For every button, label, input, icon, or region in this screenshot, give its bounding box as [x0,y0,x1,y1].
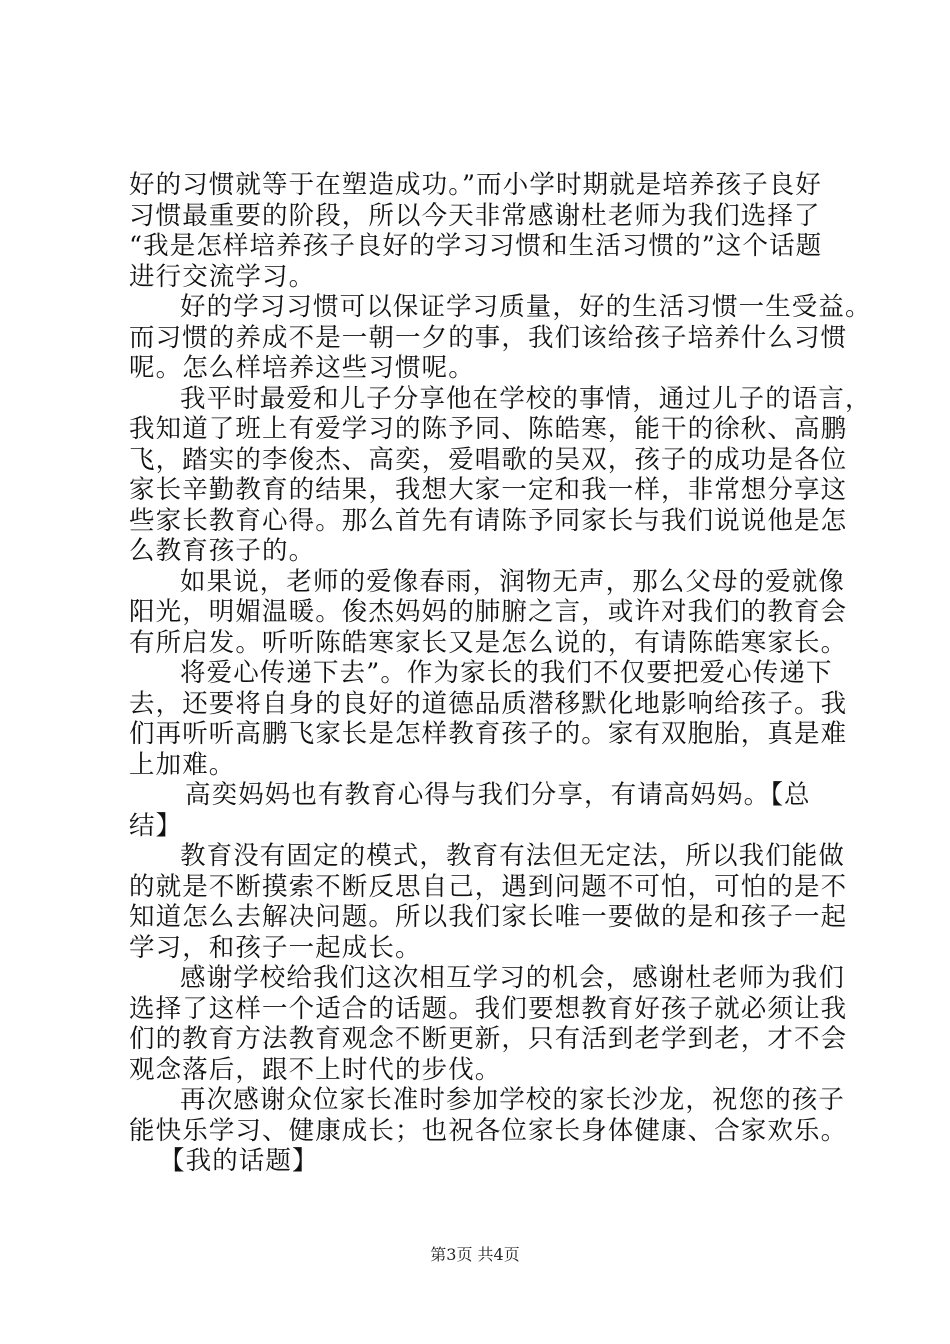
text-line: 么教育孩子的。 [129,536,316,566]
text-line: 好的习惯就等于在塑造成功。”而小学时期就是培养孩子良好 [129,170,822,200]
text-line: 们的教育方法教育观念不断更新，只有活到老学到老，才不会 [129,1024,848,1054]
text-line: 观念落后，跟不上时代的步伐。 [129,1054,502,1085]
text-line: 知道怎么去解决问题。所以我们家长唯一要做的是和孩子一起 [129,902,848,932]
text-line: 结】 [129,810,183,841]
text-line: 习惯最重要的阶段，所以今天非常感谢杜老师为我们选择了 [129,200,821,231]
text-line: 高奕妈妈也有教育心得与我们分享，有请高妈妈。【总 [185,780,811,810]
text-line: “我是怎样培养孩子良好的学习习惯和生活习惯的”这个话题 [129,231,823,261]
text-line: 教育没有固定的模式，教育有法但无定法，所以我们能做 [180,841,846,871]
text-line: 有所启发。听听陈皓寒家长又是怎么说的，有请陈皓寒家长。 [129,627,848,658]
text-line: 我知道了班上有爱学习的陈予同、陈皓寒，能干的徐秋、高鹏 [129,414,848,444]
text-line: 们再听听高鹏飞家长是怎样教育孩子的。家有双胞胎，真是难 [129,719,848,749]
text-line: 再次感谢众位家长准时参加学校的家长沙龙，祝您的孩子 [180,1085,846,1115]
text-line: 进行交流学习。 [129,261,316,292]
text-line: 呢。怎么样培养这些习惯呢。 [129,353,475,383]
page-number-footer: 第3页 共4页 [430,1245,520,1264]
text-line: 将爱心传递下去”。作为家长的我们不仅要把爱心传递下 [180,658,833,688]
text-line: 感谢学校给我们这次相互学习的机会，感谢杜老师为我们 [180,963,846,993]
text-line: 家长辛勤教育的结果，我想大家一定和我一样，非常想分享这 [129,475,848,505]
section-heading: 【我的话题】 [159,1146,319,1176]
text-line: 我平时最爱和儿子分享他在学校的事情，通过儿子的语言， [180,383,872,414]
text-line: 而习惯的养成不是一朝一夕的事，我们该给孩子培养什么习惯 [129,322,848,353]
text-line: 上加难。 [129,749,236,780]
text-line: 的就是不断摸索不断反思自己，遇到问题不可怕，可怕的是不 [129,871,848,902]
text-line: 学习，和孩子一起成长。 [129,932,422,963]
text-line: 阳光，明媚温暖。俊杰妈妈的肺腑之言，或许对我们的教育会 [129,597,848,627]
text-line: 如果说，老师的爱像春雨，润物无声，那么父母的爱就像 [180,566,846,597]
text-line: 选择了这样一个适合的话题。我们要想教育好孩子就必须让我 [129,993,848,1024]
text-line: 飞，踏实的李俊杰、高奕，爱唱歌的吴双，孩子的成功是各位 [129,444,848,475]
text-line: 些家长教育心得。那么首先有请陈予同家长与我们说说他是怎 [129,505,848,536]
text-line: 能快乐学习、健康成长；也祝各位家长身体健康、合家欢乐。 [129,1115,848,1146]
document-body [129,170,872,1177]
text-line: 去，还要将自身的良好的道德品质潜移默化地影响给孩子。我 [129,688,848,719]
text-line: 好的学习习惯可以保证学习质量，好的生活习惯一生受益。 [180,292,872,322]
